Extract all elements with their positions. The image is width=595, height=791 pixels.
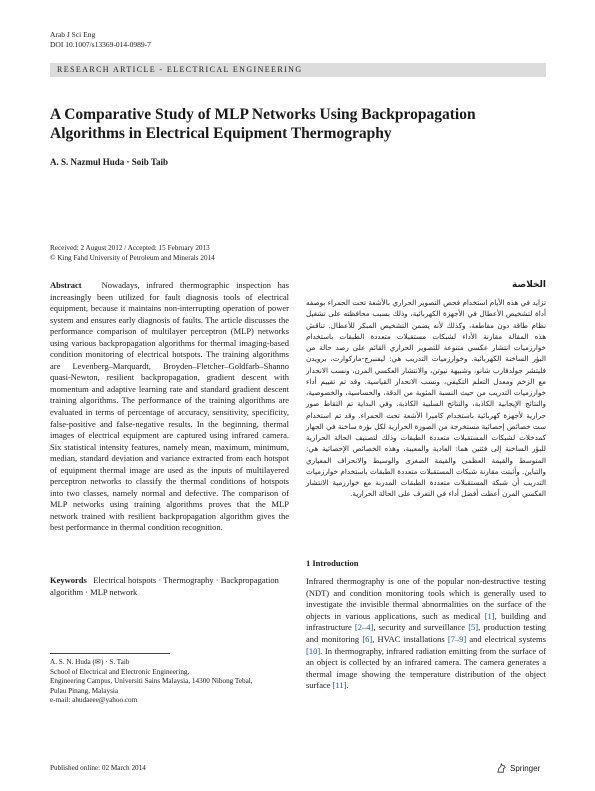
springer-horse-icon: [496, 763, 507, 774]
footnote-campus: Engineering Campus, Universiti Sains Malaysia, 14300 Nibong Tebal,: [50, 677, 253, 685]
authors: A. S. Nazmul Huda · Soib Taib: [50, 157, 169, 167]
footnote-email[interactable]: e-mail: ahudaeee@yahoo.com: [50, 696, 138, 704]
abstract-label: Abstract: [50, 280, 82, 290]
received-accepted: Received: 2 August 2012 / Accepted: 15 February 2013: [50, 244, 210, 252]
abstract: [50, 280, 289, 534]
keywords-label: Keywords: [50, 575, 87, 585]
keywords: [50, 575, 289, 598]
footnote-rule: [50, 653, 170, 654]
citation-link[interactable]: [10]: [306, 645, 321, 656]
intro-text: , security and surveillance: [373, 622, 469, 633]
intro-text: , production testing and monitoring: [306, 622, 546, 644]
section-heading-introduction: 1 Introduction: [306, 558, 359, 568]
journal-name: Arab J Sci Eng: [50, 30, 96, 39]
keywords-text: Electrical hotspots · Thermography · Backpropagation algorithm · MLP network: [50, 575, 279, 597]
citation-link[interactable]: [2–4]: [354, 622, 374, 633]
journal-header: [50, 30, 151, 50]
footnote-authors: A. S. N. Huda (✉) · S. Taib: [50, 658, 130, 666]
citation-link[interactable]: [5]: [468, 622, 479, 633]
citation-link[interactable]: [6]: [362, 633, 373, 644]
footnote-school: School of Electrical and Electronic Engineering,: [50, 667, 190, 676]
intro-text: and electrical systems: [466, 633, 546, 644]
published-date: Published online: 02 March 2014: [50, 764, 146, 772]
publisher-name: Springer: [510, 764, 541, 773]
intro-text: , HVAC installations: [372, 633, 448, 644]
introduction-paragraph: [306, 576, 546, 692]
intro-text: Infrared thermography is one of the popular non-destructive testing (NDT) and condition monitoring tools which is generally used to investigate the invisible thermal abnormalities on the surface of the objects in various applications, such as medical: [306, 576, 546, 621]
doi[interactable]: DOI 10.1007/s13369-014-0989-7: [50, 40, 151, 49]
citation-link[interactable]: [7–9]: [447, 633, 467, 644]
intro-text: , building and infrastructure: [306, 610, 546, 633]
paper-title: A Comparative Study of MLP Networks Using Backpropagation Algorithms in Electrical Equipment Thermography: [50, 106, 476, 142]
citation-link[interactable]: [11]: [332, 680, 347, 691]
article-type-band: [50, 63, 546, 77]
intro-text: .: [346, 680, 349, 691]
article-type: RESEARCH ARTICLE - ELECTRICAL ENGINEERING: [57, 65, 303, 74]
copyright: © King Fahd University of Petroleum and Minerals 2014: [50, 254, 215, 262]
publisher-logo: [496, 763, 540, 774]
arabic-abstract-text: تزايد في هذه الأيام استخدام فحص التصوير الحراري بالأشعة تحت الحمراء بوصفه أداة لتشخيص الأعطال في الأجهزة الكهربائية، وذلك بسبب محافظته على تشغيل نظام طاقة دون مقاطعة، وكذلك لأنه يضمن التشخيص المبكر للأعطال. تناقش هذه المقالة مقارنة الأداء لشبكات مستقبلات متعددة الطبقات باستخدام خوارزميات انتشار عكسي متنوعة للتصوير الحراري القائم على رصد حالة من البؤر الساخنة الكهربائية. وخوارزميات التدريب هي: ليفنبرج-ماركوارت، برويدن فليتشر جولدفارب شانو، وشبيهة نيوتن، والانتشار العكسي المرن، ونسب الانحدار مع الزخم ومعدل التعلم التكيفي، ونسب الانحدار القياسية. وقد تم تقييم أداء خوارزميات التدريب من حيث النسبة المئوية من الدقة، والحساسية، والخصوصية، والنتائج الإيجابية الكاذبة، والنتائج السلبية الكاذبة. وفي البداية تم التقاط صور حرارية لأجهزة كهربائية باستخدام كاميرا الأشعة تحت الحمراء. وقد تم استخدام ست خصائص إحصائية مستخرجة من الصورة الحرارية لكل بؤرة ساخنة في الجهاز كمدخلات لشبكات المستقبلات متعددة الطبقات وذلك لتصنيف الحالة الحرارية للبؤر الساخنة إلى فئتين هما: العادية والمعيبة، وهذه الخصائص الإحصائية هي: المتوسط والقيمة العظمى والقيمة الصغرى والوسيط والانحراف المعياري والتباين. وأثبتت مقارنة شبكات المستقبلات متعددة الطبقات باستخدام خوارزميات التدريب أن شبكة المستقبلات متعددة الطبقات المدربة مع خوارزمية الانتشار العكسي المرن أعطت أفضل أداء في التعرف على الحالة الحرارية.: [306, 298, 546, 499]
abstract-text: Nowadays, infrared thermographic inspection has increasingly been utilized for fault diagnosis tools of electrical equipment, because it maintains non-interrupting operation of power system and ensures early diagnosis of faults. The article discusses the performance comparison of multilayer perceptron (MLP) networks using various backpropagation algorithms for thermal imaging-based condition monitoring of electrical hotspots. The training algorithms are Levenberg–Marquardt, Broyden–Fletcher–Goldfarb–Shanno quasi-Newton, resilient backpropagation, gradient descent with momentum and adaptive learning rate and standard gradient descent training algorithms. The performance of the training algorithms are evaluated in terms of percentage of accuracy, sensitivity, specificity, false-positive and false-negative results. In the beginning, thermal images of electrical equipment are captured using infrared camera. Six statistical intensity features, namely mean, maximum, minimum, median, standard deviation and variance extracted from each hotspot of equipment thermal image are used as the inputs of multilayered perceptron networks to classify the thermal conditions of hotspots into two classes, namely normal and defective. The comparison of MLP networks using training algorithms proves that the MLP network trained with resilient backpropagation algorithm gives the best performance in thermal condition recognition.: [50, 280, 289, 533]
dates: [50, 243, 215, 263]
intro-text: . In thermography, infrared radiation emitting from the surface of an object is collected by an infrared camera. The camera generates a thermal image showing the temperature distribution of the object surface: [306, 645, 546, 691]
arabic-abstract-heading: الخلاصة: [512, 280, 546, 290]
footnote-location: Pulau Pinang, Malaysia: [50, 686, 119, 695]
author-footnote: [50, 658, 289, 706]
citation-link[interactable]: [1]: [484, 610, 495, 621]
